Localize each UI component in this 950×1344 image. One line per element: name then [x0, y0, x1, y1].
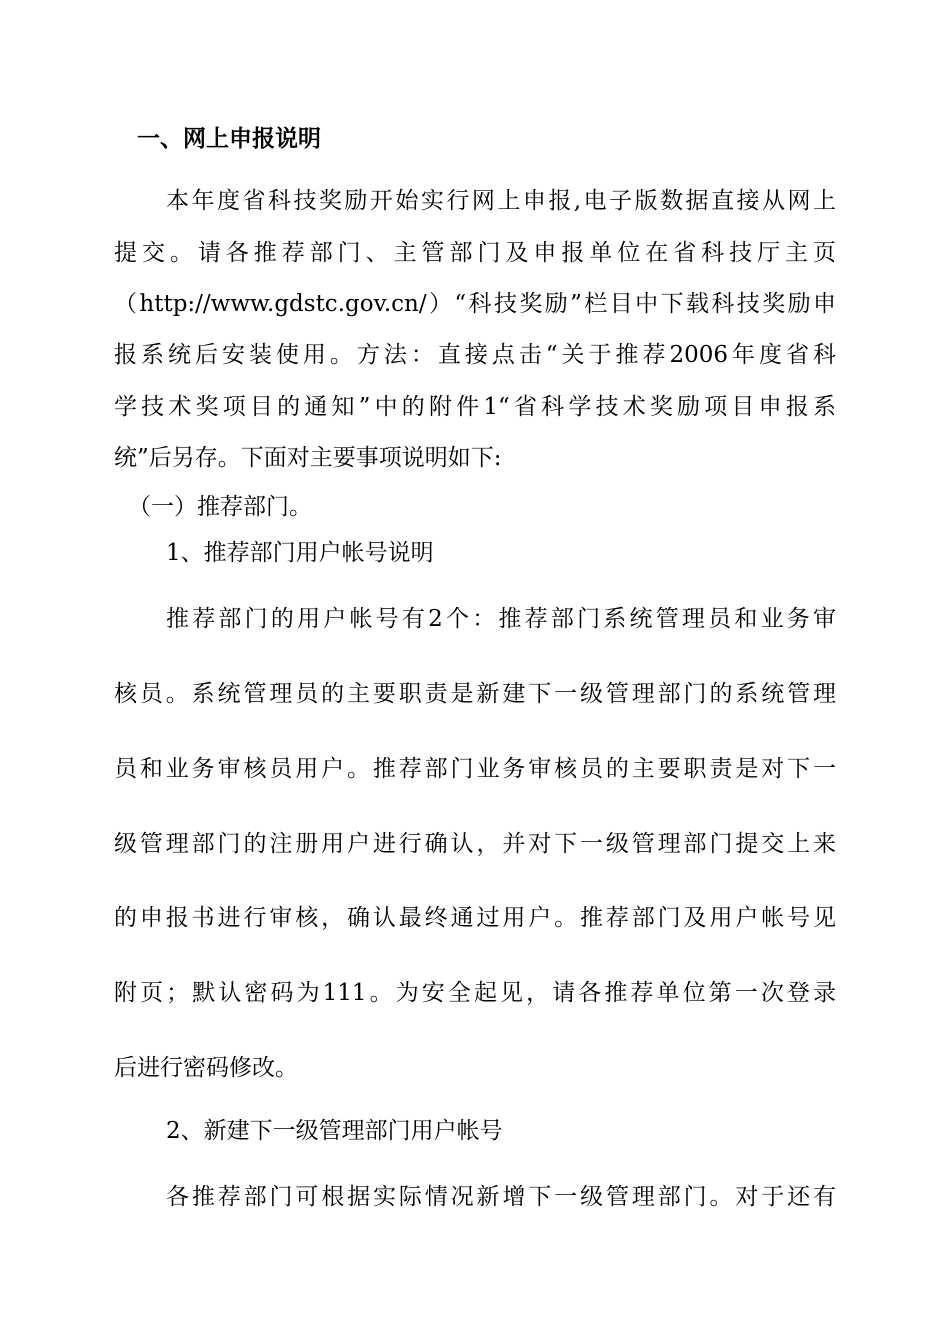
subsection-heading: （一）推荐部门。	[128, 494, 312, 520]
item-1-line-1: 推荐部门的用户帐号有2个：推荐部门系统管理员和业务审	[166, 606, 836, 632]
item-1-line-6: 附页；默认密码为111。为安全起见，请各推荐单位第一次登录	[114, 980, 836, 1006]
intro-line-2: 提交。请各推荐部门、主管部门及申报单位在省科技厅主页	[114, 240, 836, 266]
intro-line-3: （http://www.gdstc.gov.cn/）“科技奖励”栏目中下载科技奖励申	[114, 291, 836, 317]
intro-line-4: 报系统后安装使用。方法：直接点击“关于推荐2006年度省科	[114, 342, 836, 368]
intro-line-1: 本年度省科技奖励开始实行网上申报,电子版数据直接从网上	[166, 188, 836, 214]
intro-line-6: 统”后另存。下面对主要事项说明如下:	[114, 445, 502, 471]
item-2-line-1: 各推荐部门可根据实际情况新增下一级管理部门。对于还有	[166, 1184, 836, 1210]
item-1-line-5: 的申报书进行审核，确认最终通过用户。推荐部门及用户帐号见	[114, 905, 836, 931]
item-1-title: 1、推荐部门用户帐号说明	[166, 540, 434, 566]
item-1-line-2: 核员。系统管理员的主要职责是新建下一级管理部门的系统管理	[114, 681, 836, 707]
item-1-line-3: 员和业务审核员用户。推荐部门业务审核员的主要职责是对下一	[114, 756, 836, 782]
item-1-line-7: 后进行密码修改。	[114, 1055, 298, 1081]
item-1-line-4: 级管理部门的注册用户进行确认，并对下一级管理部门提交上来	[114, 831, 836, 857]
section-heading: 一、网上申报说明	[137, 125, 321, 152]
intro-line-5: 学技术奖项目的通知”中的附件1“省科学技术奖励项目申报系	[114, 394, 836, 420]
item-2-title: 2、新建下一级管理部门用户帐号	[166, 1118, 503, 1144]
